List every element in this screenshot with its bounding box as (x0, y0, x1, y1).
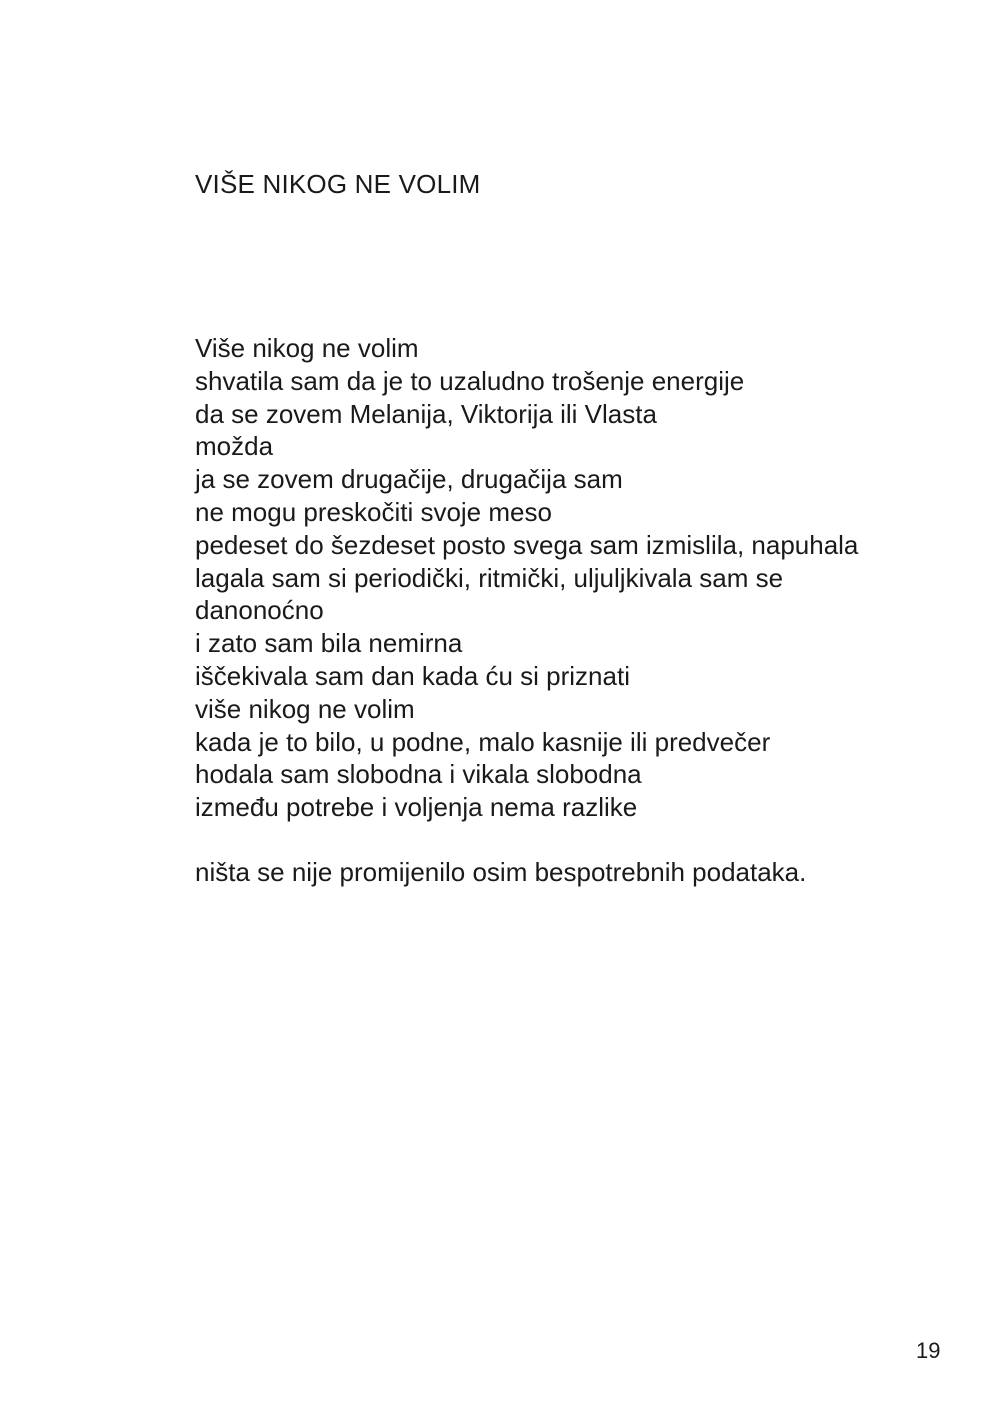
verse-line: hodala sam slobodna i vikala slobodna (195, 759, 642, 790)
verse-line: pedeset do šezdeset posto svega sam izmislila, napuhala (195, 529, 859, 560)
verse-line: lagala sam si periodički, ritmički, uljuljkivala sam se (195, 562, 784, 593)
verse-line: ja se zovem drugačije, drugačija sam (195, 464, 623, 495)
verse-line: Više nikog ne volim (195, 333, 419, 363)
verse-line: kada je to bilo, u podne, malo kasnije ili predvečer (195, 726, 771, 757)
verse-line: da se zovem Melanija, Viktorija ili Vlasta (195, 398, 657, 429)
verse-line: ne mogu preskočiti svoje meso (195, 496, 552, 527)
verse-line: shvatila sam da je to uzaludno trošenje energije (195, 365, 745, 396)
verse-line: iščekivala sam dan kada ću si priznati (195, 660, 630, 691)
page-number: 19 (916, 1338, 941, 1363)
verse-line: ništa se nije promijenilo osim bespotrebnih podataka. (195, 857, 807, 887)
verse-line: i zato sam bila nemirna (195, 628, 463, 659)
verse-line: danonoćno (195, 595, 324, 626)
stanza-2 (195, 856, 806, 889)
verse-line: između potrebe i voljenja nema razlike (195, 792, 638, 823)
stanza-1 (195, 332, 858, 824)
poem-title: VIŠE NIKOG NE VOLIM (195, 169, 481, 199)
verse-line: više nikog ne volim (195, 693, 415, 724)
verse-line: možda (195, 431, 274, 462)
